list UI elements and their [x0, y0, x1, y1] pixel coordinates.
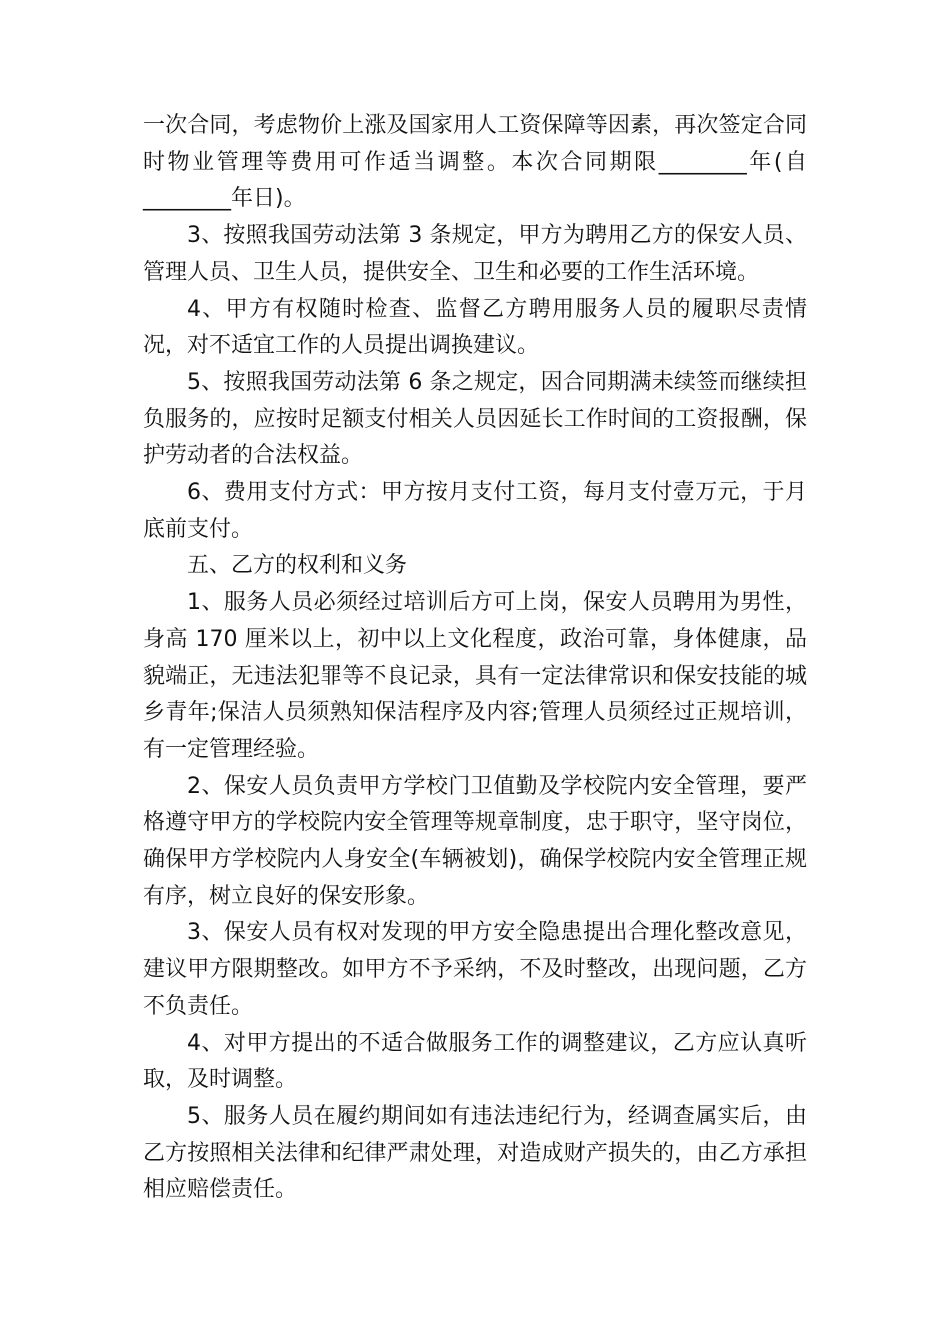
paragraph-b-clause-2-security-duties: 2、保安人员负责甲方学校门卫值勤及学校院内安全管理，要严格遵守甲方的学校院内安全管理等规章制度，忠于职守，坚守岗位，确保甲方学校院内人身安全(车辆被划)，确保学校院内安全管理正规有序，树立良好的保安形象。 — [143, 773, 807, 909]
paragraph-clause-3-work-environment: 3、按照我国劳动法第 3 条规定，甲方为聘用乙方的保安人员、管理人员、卫生人员，提供安全、卫生和必要的工作生活环境。 — [143, 223, 807, 285]
document-page — [143, 108, 807, 1209]
paragraph-continuation: 一次合同，考虑物价上涨及国家用人工资保障等因素，再次签定合同时物业管理等费用可作适当调整。本次合同期限________年(自________年日)。 — [143, 113, 807, 212]
paragraph-clause-6-payment-method: 6、费用支付方式：甲方按月支付工资，每月支付壹万元，于月底前支付。 — [143, 480, 807, 542]
paragraph-b-clause-5-liability: 5、服务人员在履约期间如有违法违纪行为，经调查属实后，由乙方按照相关法律和纪律严肃处理，对造成财产损失的，由乙方承担相应赔偿责任。 — [143, 1103, 807, 1203]
paragraph-clause-4-supervision: 4、甲方有权随时检查、监督乙方聘用服务人员的履职尽责情况，对不适宜工作的人员提出调换建议。 — [143, 296, 807, 359]
section-heading-party-b-rights: 五、乙方的权利和义务 — [187, 553, 408, 579]
paragraph-clause-5-overtime-pay: 5、按照我国劳动法第 6 条之规定，因合同期满未续签而继续担负服务的，应按时足额支付相关人员因延长工作时间的工资报酬，保护劳动者的合法权益。 — [143, 369, 807, 469]
paragraph-b-clause-4-adjustment: 4、对甲方提出的不适合做服务工作的调整建议，乙方应认真听取，及时调整。 — [143, 1030, 807, 1093]
paragraph-b-clause-3-rectification: 3、保安人员有权对发现的甲方安全隐患提出合理化整改意见，建议甲方限期整改。如甲方不予采纳，不及时整改，出现问题，乙方不负责任。 — [143, 920, 807, 1019]
paragraph-b-clause-1-staff-requirements: 1、服务人员必须经过培训后方可上岗，保安人员聘用为男性，身高 170 厘米以上，初中以上文化程度，政治可靠，身体健康，品貌端正，无违法犯罪等不良记录，具有一定法律常识和保安技能的城乡青年;保洁人员须熟知保洁程序及内容;管理人员须经过正规培训，有一定管理经验。 — [143, 590, 807, 762]
